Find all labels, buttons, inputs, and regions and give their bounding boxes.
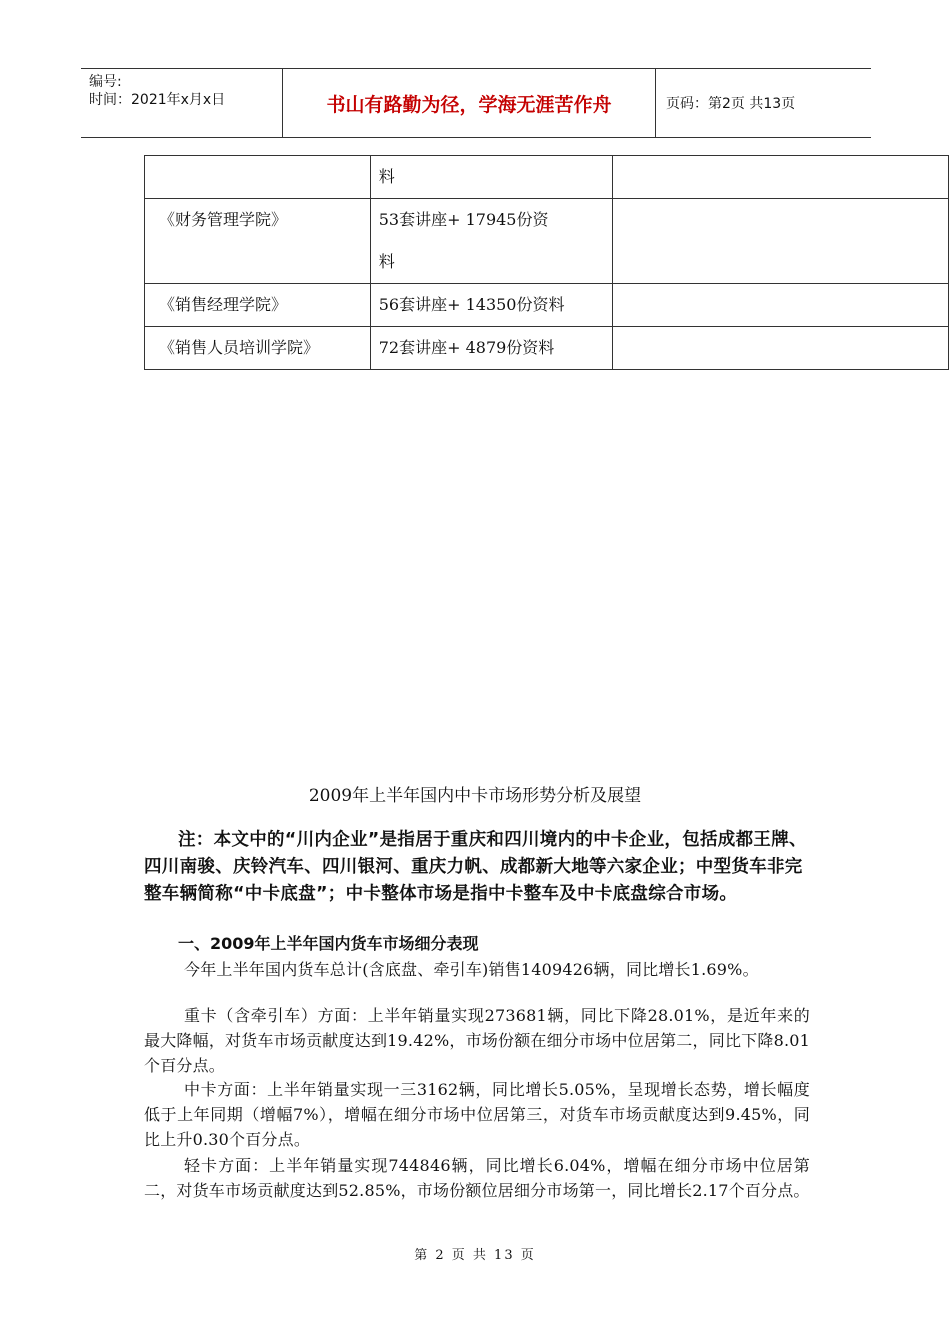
table-cell-name bbox=[145, 156, 371, 199]
content-line: 料 bbox=[378, 167, 395, 186]
table-cell-content bbox=[370, 156, 613, 199]
table-row bbox=[145, 284, 949, 327]
article-paragraph: 轻卡方面：上半年销量实现744846辆，同比增长6.04%，增幅在细分市场中位居第二，对货车市场贡献度达到52.85%，市场份额位居细分市场第一，同比增长2.17个百分点。 bbox=[144, 1156, 810, 1200]
section-heading: 一、2009年上半年国内货车市场细分表现 bbox=[178, 934, 479, 953]
header-page-info: 页码：第2页 共13页 bbox=[666, 96, 796, 112]
table-row bbox=[145, 327, 949, 370]
content-line: 料 bbox=[378, 252, 395, 271]
content-line: 72套讲座+ 4879份资料 bbox=[378, 338, 555, 357]
table-cell-extra bbox=[613, 156, 949, 199]
table-cell-content bbox=[370, 327, 613, 370]
table-cell-extra bbox=[613, 327, 949, 370]
article-title: 2009年上半年国内中卡市场形势分析及展望 bbox=[308, 786, 642, 806]
table-row bbox=[145, 156, 949, 199]
header-motto: 书山有路勤为径，学海无涯苦作舟 bbox=[283, 69, 656, 137]
article-paragraph: 今年上半年国内货车总计(含底盘、牵引车)销售1409426辆，同比增长1.69%。 bbox=[184, 960, 759, 979]
table-cell-content bbox=[370, 284, 613, 327]
table-cell-extra bbox=[613, 284, 949, 327]
article-paragraph: 中卡方面：上半年销量实现一三3162辆，同比增长5.05%，呈现增长态势，增长幅度低于上年同期（增幅7%），增幅在细分市场中位居第三，对货车市场贡献度达到9.45%，同比上升0.30个百分点。 bbox=[144, 1080, 810, 1149]
catalog-table bbox=[144, 155, 949, 370]
table-cell-extra bbox=[613, 199, 949, 284]
content-line: 56套讲座+ 14350份资料 bbox=[378, 295, 565, 314]
table-cell-name: 《销售经理学院》 bbox=[145, 284, 371, 327]
page-footer: 第 2 页 共 13 页 bbox=[414, 1248, 536, 1263]
article-paragraph: 重卡（含牵引车）方面：上半年销量实现273681辆，同比下降28.01%，是近年来的最大降幅，对货车市场贡献度达到19.42%，市场份额在细分市场中位居第二，同比下降8.01个百分点。 bbox=[144, 1006, 810, 1075]
content-line: 53套讲座+ 17945份资 bbox=[378, 210, 549, 229]
serial-label: 编号: bbox=[89, 74, 122, 90]
article-note: 注：本文中的“川内企业”是指居于重庆和四川境内的中卡企业，包括成都王牌、四川南骏、庆铃汽车、四川银河、重庆力帆、成都新大地等六家企业；中型货车非完整车辆简称“中卡底盘”；中卡整体市场是指中卡整车及中卡底盘综合市场。 bbox=[144, 830, 807, 904]
table-cell-content bbox=[370, 199, 613, 284]
table-cell-name: 《销售人员培训学院》 bbox=[145, 327, 371, 370]
table-cell-name: 《财务管理学院》 bbox=[145, 199, 371, 284]
date-label: 时间：2021年x月x日 bbox=[89, 92, 226, 108]
table-row bbox=[145, 199, 949, 284]
header-meta bbox=[81, 69, 283, 137]
page-header bbox=[81, 68, 871, 138]
